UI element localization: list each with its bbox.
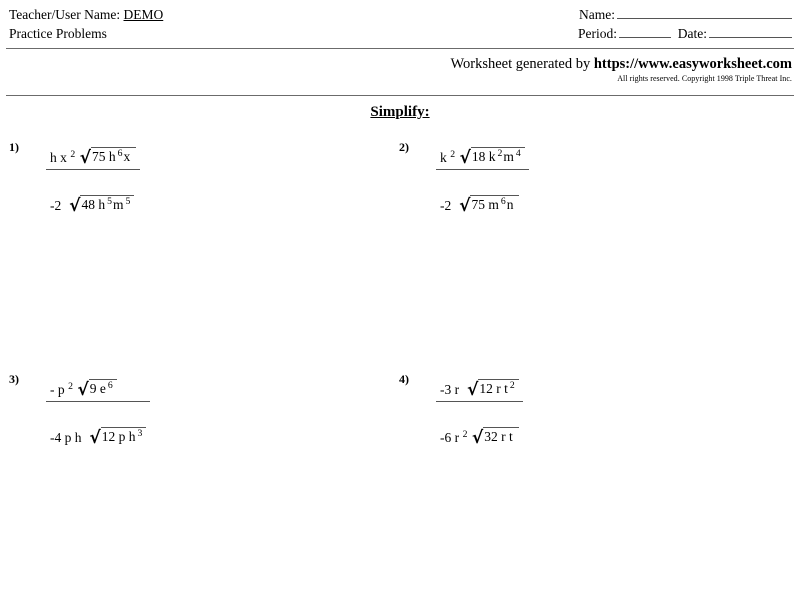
- radicand-term: 75 h: [91, 149, 116, 164]
- period-input-blank[interactable]: [619, 25, 671, 38]
- fraction-expression: [436, 380, 523, 446]
- radical-expression: [77, 380, 116, 398]
- radicand: [101, 427, 147, 444]
- problem-3: [4, 370, 394, 590]
- radicand: [470, 195, 519, 212]
- coefficient-exponent: 2: [70, 148, 76, 160]
- problem-number: 4): [399, 372, 409, 386]
- radical-expression: [80, 148, 137, 166]
- generator-credit: [392, 56, 792, 83]
- radicand-term-exponent: 4: [515, 147, 521, 159]
- radical-icon: √: [79, 148, 91, 168]
- coefficient-exponent: 2: [462, 428, 468, 440]
- radicand-term: m: [503, 149, 514, 164]
- radicand-term: m: [112, 197, 124, 212]
- radicand: [89, 379, 117, 396]
- radicand: [80, 195, 134, 212]
- teacher-name-label: Teacher/User Name:: [9, 7, 121, 22]
- coefficient: - p: [50, 382, 65, 397]
- radical-expression: [467, 380, 519, 398]
- name-label: Name:: [579, 7, 615, 22]
- coefficient: -2: [440, 198, 452, 213]
- radicand-term-exponent: 2: [497, 147, 503, 159]
- problem-row: [0, 370, 800, 602]
- worksheet-subtitle: Practice Problems: [9, 26, 107, 41]
- date-label: Date:: [677, 26, 707, 41]
- radicand: [478, 379, 518, 396]
- radicand: [471, 147, 525, 164]
- problem-number: 3): [9, 372, 19, 386]
- page-header: [0, 0, 800, 46]
- fraction-denominator: [46, 402, 150, 446]
- radical-icon: √: [77, 380, 89, 400]
- period-label: Period:: [578, 26, 617, 41]
- header-divider-top: [6, 48, 794, 49]
- header-right-block: [578, 5, 792, 43]
- radicand-term: 18 k: [471, 149, 496, 164]
- radicand-term-exponent: [513, 196, 516, 207]
- coefficient: -4 p h: [50, 430, 82, 445]
- generator-credit-line: [392, 56, 792, 73]
- page-title: Simplify:: [370, 104, 430, 120]
- radicand-term-exponent: [513, 428, 516, 439]
- problem-2: [394, 138, 784, 358]
- fraction-denominator: [436, 402, 523, 446]
- radical-expression: [89, 428, 146, 446]
- fraction-expression: [436, 148, 529, 214]
- teacher-name-value: DEMO: [123, 7, 164, 22]
- radical-expression: [69, 196, 134, 214]
- radical-expression: [459, 148, 524, 166]
- radical-expression: [472, 428, 519, 446]
- radicand-term: n: [506, 197, 514, 212]
- problem-4: [394, 370, 784, 590]
- header-divider-bottom: [6, 95, 794, 96]
- fraction-numerator: [46, 380, 150, 401]
- fraction-denominator: [436, 170, 529, 214]
- problem-row: [0, 138, 800, 370]
- problem-grid: [0, 138, 800, 602]
- coefficient: -2: [50, 198, 62, 213]
- radicand-term: x: [123, 149, 131, 164]
- period-date-row: [578, 24, 792, 43]
- coefficient-exponent: [83, 429, 86, 440]
- fraction-expression: [46, 148, 140, 214]
- coefficient: h x: [50, 150, 67, 165]
- problem-number: 2): [399, 140, 409, 154]
- teacher-name-line: [9, 5, 163, 24]
- fraction-numerator: [46, 148, 140, 169]
- radical-expression: [459, 196, 519, 214]
- radicand-term-exponent: 2: [509, 379, 515, 391]
- radicand-term-exponent: 3: [137, 427, 143, 439]
- coefficient-exponent: 2: [68, 380, 73, 392]
- fraction-numerator: [436, 380, 523, 401]
- radicand-term-exponent: 5: [125, 195, 131, 207]
- radicand-term: 75 m: [471, 197, 499, 212]
- date-input-blank[interactable]: [709, 25, 792, 38]
- problem-1: [4, 138, 394, 358]
- coefficient-exponent: [461, 381, 464, 392]
- radical-icon: √: [89, 428, 101, 448]
- radical-icon: √: [459, 148, 471, 168]
- coefficient: k: [440, 150, 447, 165]
- coefficient-exponent: [453, 197, 456, 208]
- coefficient: -3 r: [440, 382, 460, 397]
- coefficient: -6 r: [440, 430, 460, 445]
- fraction-expression: [46, 380, 150, 446]
- radical-icon: √: [459, 196, 471, 216]
- radicand-term-exponent: [130, 148, 133, 159]
- coefficient-exponent: [63, 197, 66, 208]
- radicand-term-exponent: 6: [107, 379, 113, 391]
- copyright-line: All rights reserved. Copyright 1998 Triple Threat Inc.: [617, 74, 792, 83]
- radicand-term-exponent: 5: [107, 195, 112, 207]
- radicand-term: 12 r t: [479, 381, 508, 396]
- generator-url[interactable]: https://www.easyworksheet.com: [593, 56, 792, 72]
- radicand-term: 48 h: [81, 197, 106, 212]
- fraction-denominator: [46, 170, 140, 214]
- problem-number: 1): [9, 140, 19, 154]
- radicand-term-exponent: 6: [500, 195, 506, 207]
- radicand-term: 32 r t: [484, 429, 513, 444]
- header-left-block: [9, 5, 163, 43]
- coefficient-exponent: 2: [450, 148, 456, 160]
- name-field-row: [578, 5, 792, 24]
- radical-icon: √: [471, 428, 484, 448]
- radicand-term: 12 p h: [101, 429, 136, 444]
- radical-icon: √: [467, 380, 479, 400]
- name-input-blank[interactable]: [617, 6, 792, 19]
- fraction-numerator: [436, 148, 529, 169]
- radicand-term-exponent: 6: [117, 147, 123, 159]
- generator-credit-prefix: Worksheet generated by: [450, 56, 591, 72]
- radicand: [91, 147, 136, 164]
- radicand: [483, 427, 519, 444]
- radical-icon: √: [69, 196, 81, 216]
- radicand-term: 9 e: [89, 381, 106, 396]
